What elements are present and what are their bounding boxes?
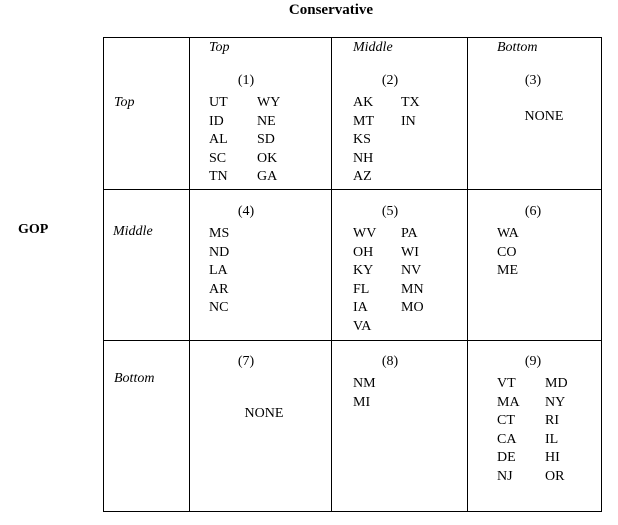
state-abbr: NM	[353, 376, 376, 391]
state-abbr: MI	[353, 394, 371, 410]
grid-line	[467, 37, 468, 512]
grid-line	[103, 511, 602, 512]
state-abbr: SD	[257, 132, 275, 147]
state-abbr: CO	[497, 244, 517, 260]
row-header-middle: Middle	[113, 224, 153, 239]
state-abbr: OH	[353, 244, 374, 260]
state-abbr: WY	[257, 95, 281, 110]
state-abbr: KS	[353, 132, 371, 147]
state-abbr: HI	[545, 450, 560, 465]
grid-line	[103, 37, 602, 38]
state-abbr: AK	[353, 95, 374, 110]
grid-line	[103, 340, 602, 341]
grid-line	[601, 37, 602, 512]
state-abbr: FL	[353, 281, 370, 297]
state-abbr: OK	[257, 150, 278, 166]
state-abbr: AZ	[353, 169, 372, 184]
row-header-top: Top	[114, 95, 135, 110]
state-abbr: UT	[209, 95, 228, 110]
state-abbr: MA	[497, 394, 520, 410]
state-abbr: TN	[209, 169, 228, 184]
state-abbr: ND	[209, 244, 230, 260]
cell-number: (5)	[381, 204, 399, 219]
state-abbr: NE	[257, 113, 276, 129]
cell-none-text: NONE	[524, 109, 564, 124]
state-abbr: AL	[209, 132, 228, 147]
state-abbr: IN	[401, 113, 416, 129]
state-abbr: WI	[401, 244, 419, 260]
state-abbr: ID	[209, 113, 224, 129]
state-abbr: TX	[401, 95, 420, 110]
state-abbr: MD	[545, 376, 568, 391]
grid-line	[103, 37, 104, 512]
grid-line	[331, 37, 332, 512]
row-header-bottom: Bottom	[114, 371, 155, 386]
cell-number: (8)	[381, 354, 399, 369]
col-header-middle: Middle	[353, 40, 393, 55]
cell-number: (1)	[237, 73, 255, 88]
cell-number: (3)	[524, 73, 542, 88]
state-abbr: CA	[497, 431, 517, 447]
state-abbr: CT	[497, 413, 515, 428]
grid-line	[189, 37, 190, 512]
cell-none-text: NONE	[244, 406, 284, 421]
state-abbr: OR	[545, 468, 565, 484]
state-abbr: WA	[497, 226, 519, 241]
cell-number: (4)	[237, 204, 255, 219]
cell-number: (2)	[381, 73, 399, 88]
state-abbr: VT	[497, 376, 516, 391]
state-abbr: RI	[545, 413, 559, 428]
state-abbr: SC	[209, 150, 227, 166]
grid-line	[103, 189, 602, 190]
state-abbr: AR	[209, 281, 229, 297]
col-header-top: Top	[209, 40, 230, 55]
state-abbr: IL	[545, 431, 559, 447]
chart-title: Conservative	[288, 2, 374, 18]
state-abbr: PA	[401, 226, 418, 241]
state-abbr: VA	[353, 318, 372, 334]
state-abbr: LA	[209, 263, 228, 278]
state-abbr: NC	[209, 300, 229, 315]
state-abbr: MT	[353, 113, 374, 129]
state-abbr: ME	[497, 263, 518, 278]
state-abbr: NV	[401, 263, 422, 278]
cell-number: (6)	[524, 204, 542, 219]
cell-number: (9)	[524, 354, 542, 369]
state-abbr: KY	[353, 263, 374, 278]
col-header-bottom: Bottom	[497, 40, 538, 55]
state-abbr: MS	[209, 226, 230, 241]
state-abbr: DE	[497, 450, 516, 465]
gop-axis-label: GOP	[18, 222, 49, 237]
state-abbr: WV	[353, 226, 377, 241]
state-abbr: NJ	[497, 468, 513, 484]
state-abbr: GA	[257, 169, 278, 184]
state-abbr: NH	[353, 150, 374, 166]
state-abbr: IA	[353, 300, 368, 315]
state-abbr: MO	[401, 300, 424, 315]
cell-number: (7)	[237, 354, 255, 369]
state-abbr: NY	[545, 394, 566, 410]
state-abbr: MN	[401, 281, 424, 297]
